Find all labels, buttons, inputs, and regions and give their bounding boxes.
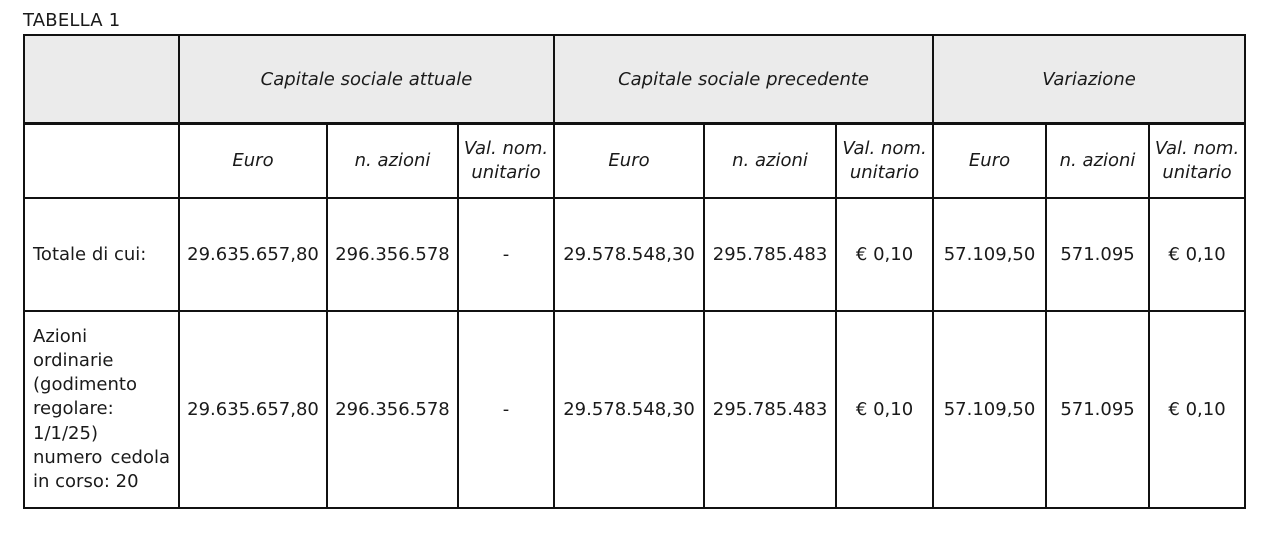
table-caption: TABELLA 1 [23, 10, 121, 31]
table-row-total [24, 198, 1245, 311]
cell-previous-euro: 29.578.548,30 [554, 311, 704, 508]
table-row-ordinary [24, 311, 1245, 508]
group-header-previous: Capitale sociale precedente [554, 35, 933, 124]
cell-variation-euro: 57.109,50 [933, 311, 1046, 508]
row-label-total: Totale di cui: [24, 198, 179, 311]
cell-variation-nominal: € 0,10 [1149, 311, 1245, 508]
subheader-euro: Euro [554, 124, 704, 199]
cell-variation-euro: 57.109,50 [933, 198, 1046, 311]
cell-variation-shares: 571.095 [1046, 198, 1149, 311]
subheader-nominal: Val. nom. unitario [1149, 124, 1245, 199]
row-label-ordinary: Azioni ordinarie (godimento regolare: 1/1/25) numero cedola in corso: 20 [24, 311, 179, 508]
cell-previous-shares: 295.785.483 [704, 198, 836, 311]
cell-current-euro: 29.635.657,80 [179, 198, 327, 311]
subheader-euro: Euro [179, 124, 327, 199]
share-capital-table [23, 34, 1246, 509]
cell-current-nominal: - [458, 311, 554, 508]
cell-current-shares: 296.356.578 [327, 198, 458, 311]
subheader-row [24, 124, 1245, 199]
subheader-nominal: Val. nom. unitario [458, 124, 554, 199]
cell-previous-euro: 29.578.548,30 [554, 198, 704, 311]
empty-header-cell [24, 35, 179, 124]
cell-variation-shares: 571.095 [1046, 311, 1149, 508]
subheader-euro: Euro [933, 124, 1046, 199]
group-header-current: Capitale sociale attuale [179, 35, 554, 124]
cell-current-nominal: - [458, 198, 554, 311]
cell-previous-nominal: € 0,10 [836, 311, 933, 508]
empty-subheader-cell [24, 124, 179, 199]
subheader-nominal: Val. nom. unitario [836, 124, 933, 199]
cell-current-shares: 296.356.578 [327, 311, 458, 508]
cell-variation-nominal: € 0,10 [1149, 198, 1245, 311]
cell-previous-shares: 295.785.483 [704, 311, 836, 508]
subheader-shares: n. azioni [1046, 124, 1149, 199]
cell-previous-nominal: € 0,10 [836, 198, 933, 311]
subheader-shares: n. azioni [327, 124, 458, 199]
group-header-variation: Variazione [933, 35, 1245, 124]
group-header-row [24, 35, 1245, 124]
subheader-shares: n. azioni [704, 124, 836, 199]
cell-current-euro: 29.635.657,80 [179, 311, 327, 508]
